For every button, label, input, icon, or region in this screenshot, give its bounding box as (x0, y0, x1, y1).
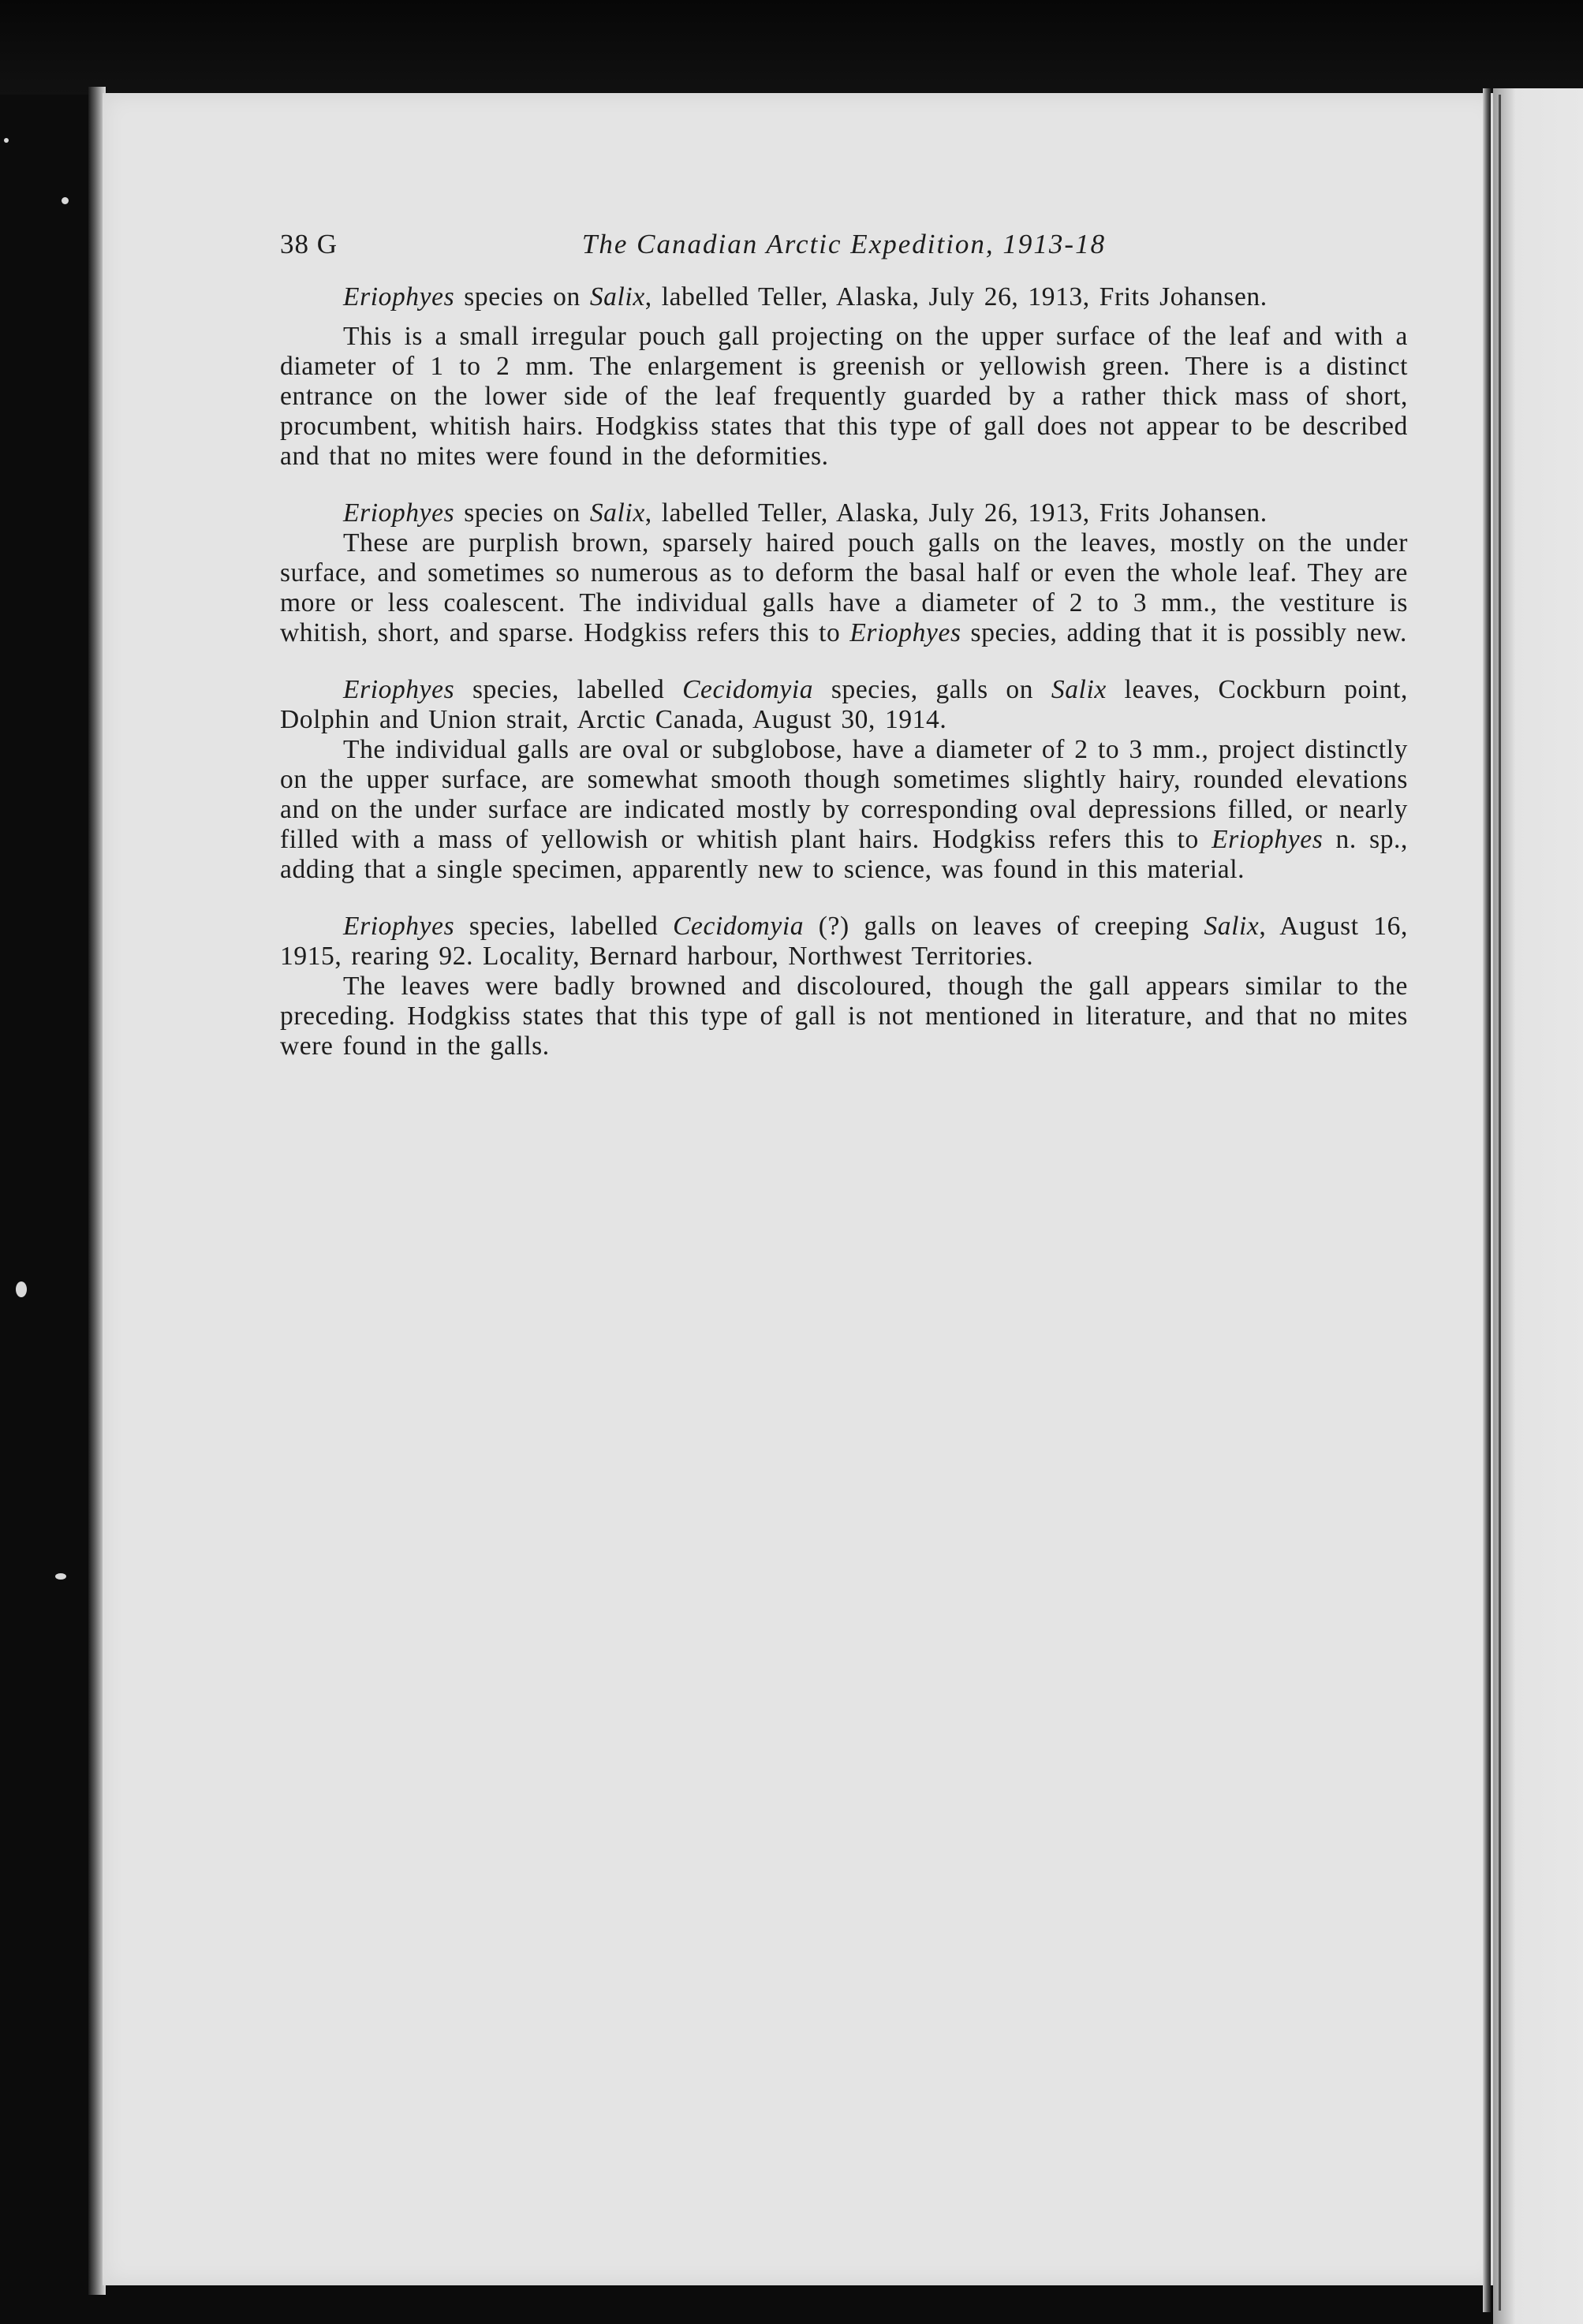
scan-speck (62, 197, 69, 204)
document-body (280, 229, 1408, 1088)
entry-description (280, 528, 1408, 648)
text-run: species, galls on (813, 675, 1051, 704)
text-run: species on (454, 498, 590, 528)
text-run: , labelled Teller, Alaska, July 26, 1913, Frits Johansen. (644, 498, 1268, 528)
text-run: n. sp., adding that a single specimen, apparently new to science, was found in this material. (280, 825, 1409, 884)
text-run: Eriophyes (343, 912, 455, 941)
specimen-entry (280, 498, 1408, 648)
scan-background-top (0, 0, 1583, 95)
text-run: Salix (589, 498, 645, 528)
text-run: These are purplish brown, sparsely haired pouch galls on the leaves, mostly on the under surface, and sometimes so numerous as to deform the basal half or even the whole leaf. They are more or less coalescent. The individual galls have a diameter of 2 to 3 mm., the vestiture is whitish, short, and sparse. Hodgkiss refers this to (280, 528, 1408, 647)
text-run: Cecidomyia (673, 912, 805, 941)
entry-heading (280, 912, 1408, 972)
specimen-entry (280, 282, 1408, 472)
text-run: Eriophyes (343, 498, 455, 528)
entry-description (280, 972, 1408, 1061)
text-run: This is a small irregular pouch gall projecting on the upper surface of the leaf and with a diameter of 1 to 2 mm. The enlargement is greenish or yellowish green. There is a distinct entrance on the lower side of the leaf frequently guarded by a rather thick mass of short, procumbent, whitish hairs. Hodgkiss states that this type of gall does not appear to be described and that no mites were found in the deformities. (280, 322, 1408, 471)
text-run: Salix (1051, 675, 1107, 704)
text-run: The leaves were badly browned and discoloured, though the gall appears similar to the preceding. Hodgkiss states that this type of gall is not mentioned in literature, and that no mites were found in the galls. (280, 972, 1408, 1061)
entry-heading (280, 675, 1408, 735)
text-run: species, adding that it is possibly new. (961, 618, 1407, 647)
text-run: Eriophyes (343, 675, 455, 704)
text-run: species on (454, 282, 590, 311)
specimen-entry (280, 675, 1408, 885)
running-title: The Canadian Arctic Expedition, 1913-18 (581, 229, 1107, 259)
text-run: species, labelled (454, 912, 674, 941)
text-run: , labelled Teller, Alaska, July 26, 1913, Frits Johansen. (644, 282, 1268, 311)
text-run: species, labelled (454, 675, 683, 704)
text-run: Salix (589, 282, 645, 311)
text-run: Eriophyes (1212, 825, 1324, 854)
text-run: The individual galls are oval or subglobose, have a diameter of 2 to 3 mm., project distinctly on the upper surface, are somewhat smooth though sometimes slightly hairy, rounded elevations and on the under surface are indicated mostly by corresponding oval depressions filled, or nearly filled with a mass of yellowish or whitish plant hairs. Hodgkiss refers this to (280, 735, 1408, 854)
text-run: leaves, Cockburn point, Dolphin and Union strait, Arctic Canada, August 30, 1914. (280, 675, 1408, 734)
entry-heading (280, 498, 1408, 528)
specimen-entry (280, 912, 1408, 1061)
text-run: Cecidomyia (682, 675, 814, 704)
scan-speck (55, 1573, 66, 1580)
running-head (280, 229, 1408, 268)
scan-speck (16, 1281, 27, 1297)
text-run: Eriophyes (343, 282, 455, 311)
scan-speck (4, 138, 9, 143)
page-number: 38 G (280, 229, 338, 259)
text-run: (?) galls on leaves of creeping (804, 912, 1204, 941)
book-gutter (1483, 88, 1491, 2312)
text-run: , August 16, 1915, rearing 92. Locality, Bernard harbour, Northwest Territories. (280, 912, 1408, 971)
entry-description (280, 322, 1408, 472)
entry-description (280, 735, 1408, 885)
facing-page-edge (1493, 88, 1583, 2324)
text-run: Eriophyes (849, 618, 961, 647)
facing-page-rule (1499, 95, 1501, 2311)
text-run: Salix (1204, 912, 1260, 941)
entry-heading (280, 282, 1408, 312)
